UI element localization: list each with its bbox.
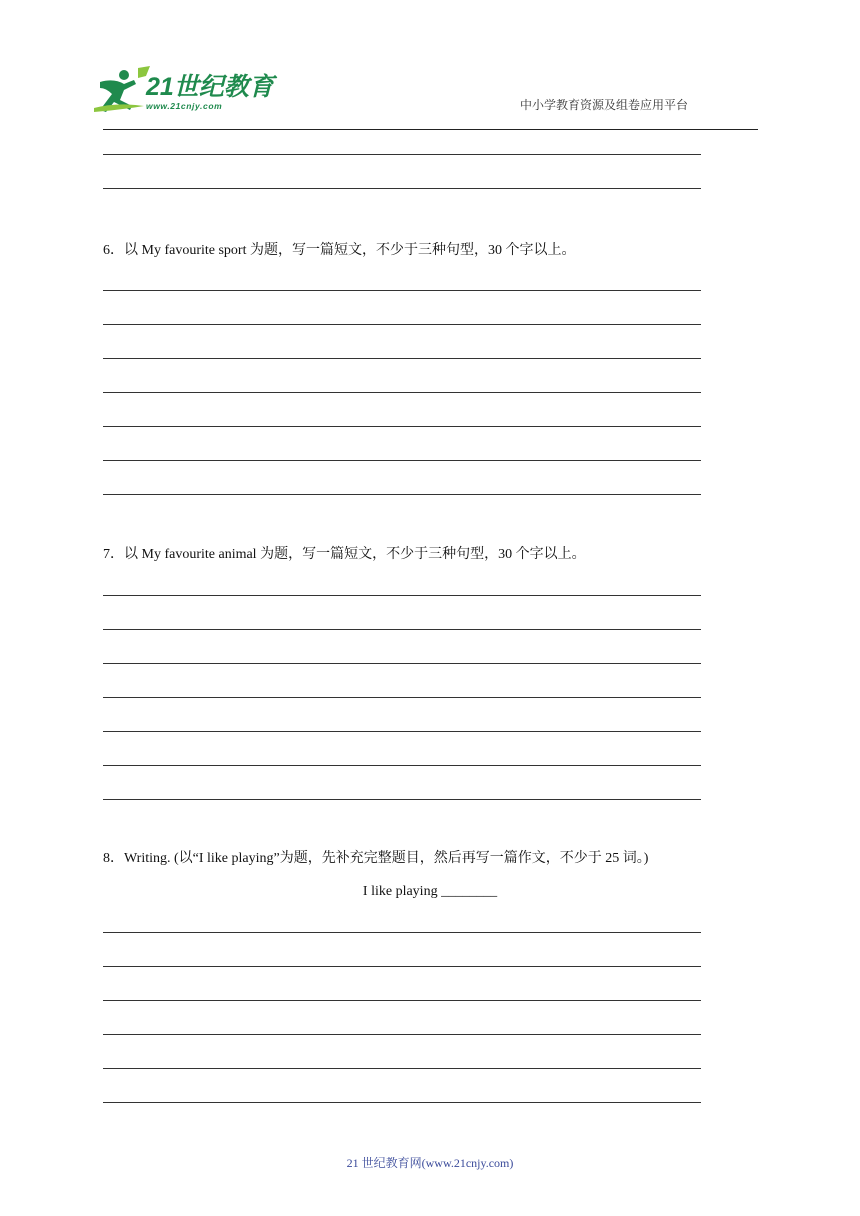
answer-line <box>103 765 701 766</box>
answer-line <box>103 697 701 698</box>
answer-line <box>103 1000 701 1001</box>
logo <box>94 66 274 114</box>
answer-line <box>103 595 701 596</box>
page-header <box>0 0 860 132</box>
answer-line <box>103 663 701 664</box>
answer-line <box>103 494 701 495</box>
answer-line <box>103 460 701 461</box>
page-footer: 21 世纪教育网(www.21cnjy.com) <box>346 1156 514 1170</box>
logo-url: www.21cnjy.com <box>146 101 223 111</box>
answer-line <box>103 629 701 630</box>
answer-line <box>103 358 701 359</box>
answer-line <box>103 1068 701 1069</box>
answer-line <box>103 392 701 393</box>
answer-line <box>103 324 701 325</box>
answer-line <box>103 966 701 967</box>
logo-title: 21世纪教育 <box>146 73 274 101</box>
answer-line <box>103 426 701 427</box>
answer-line <box>103 731 701 732</box>
answer-line <box>103 1102 701 1103</box>
answer-line <box>103 932 701 933</box>
platform-title: 中小学教育资源及组卷应用平台 <box>520 98 689 112</box>
answer-line <box>103 188 701 189</box>
question-6: 6．以 My favourite sport 为题，写一篇短文，不少于三种句型，30 个字以上。 <box>103 243 576 258</box>
question-8: 8．Writing. (以“I like playing”为题，先补充完整题目，然后再写一篇作文，不少于 25 词。) <box>103 851 649 866</box>
answer-line <box>103 1034 701 1035</box>
answer-line <box>103 290 701 291</box>
runner-logo-icon <box>94 66 150 114</box>
question-7: 7．以 My favourite animal 为题，写一篇短文，不少于三种句型，30 个字以上。 <box>103 547 586 562</box>
answer-line <box>103 799 701 800</box>
essay-title-blank: I like playing ________ <box>362 884 498 899</box>
header-divider <box>103 129 758 130</box>
answer-line <box>103 154 701 155</box>
